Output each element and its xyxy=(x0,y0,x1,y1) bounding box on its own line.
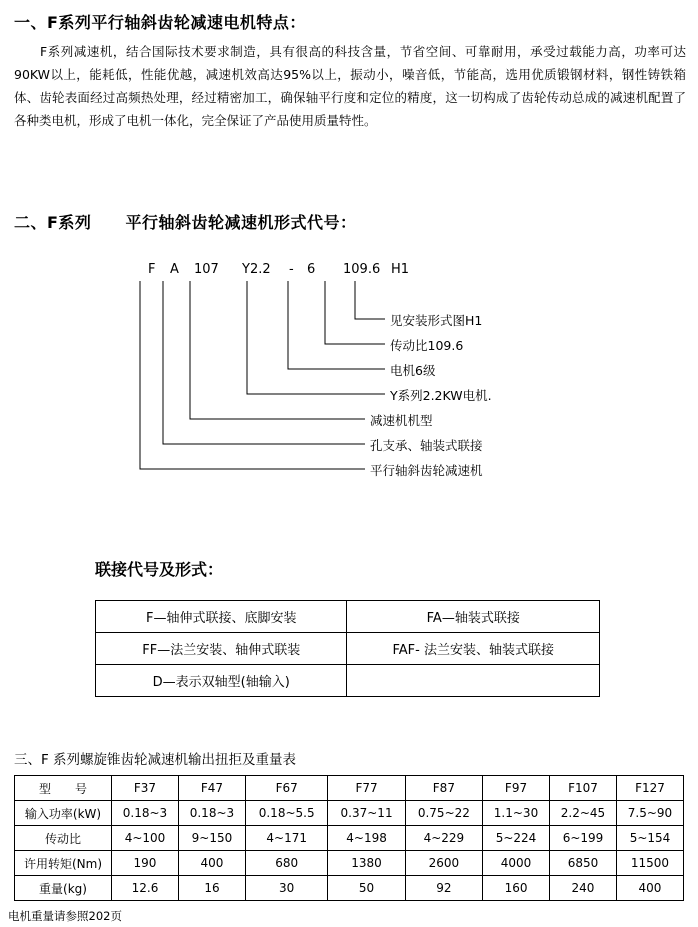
section-1-body: F系列减速机，结合国际技术要求制造，具有很高的科技含量，节省空间、可靠耐用，承受过载能力高，功率可达90KW以上，能耗低，性能优越，减速机效高达95%以上，振动小，噪音低，节能高，选用优质锻钢材料，钢性铸铁箱体、齿轮表面经过高频热处理，经过精密加工，确保轴平行度和定位的精度，这一切构成了齿轮传动总成的减速机配置了各种类电机，形成了电机一体化，完全保证了产品使用质量特性。 xyxy=(14,44,686,128)
conn-cell-fa: FA—轴装式联接 xyxy=(347,601,600,633)
code-part-h1: H1 xyxy=(391,262,410,277)
spec-cell: 9~150 xyxy=(178,826,245,851)
spec-cell: 30 xyxy=(245,876,327,901)
section-2-title-part-a: 二、F系列 xyxy=(14,213,92,232)
spec-row-label-torque: 许用转矩(Nm) xyxy=(15,851,112,876)
spec-header-f97: F97 xyxy=(483,776,550,801)
code-part-dash: - xyxy=(289,262,294,277)
leader-label-type: 减速机机型 xyxy=(370,413,433,428)
leader-label-motor: Y系列2.2KW电机. xyxy=(390,388,492,403)
leader-label-series: 平行轴斜齿轮减速机 xyxy=(370,463,483,478)
leader-label-poles: 电机6级 xyxy=(390,363,436,378)
spec-cell: 6~199 xyxy=(550,826,617,851)
leader-label-ratio: 传动比109.6 xyxy=(390,338,464,353)
spec-row-label-weight: 重量(kg) xyxy=(15,876,112,901)
spec-cell: 5~224 xyxy=(483,826,550,851)
spec-header-f47: F47 xyxy=(178,776,245,801)
table-header-row xyxy=(15,776,684,801)
spec-cell: 6850 xyxy=(550,851,617,876)
spec-cell: 4~229 xyxy=(405,826,482,851)
code-part-6: 6 xyxy=(307,262,316,277)
spec-row-label-power: 输入功率(kW) xyxy=(15,801,112,826)
table-row xyxy=(15,826,684,851)
spec-cell: 160 xyxy=(483,876,550,901)
spec-cell: 190 xyxy=(112,851,179,876)
table-row xyxy=(96,601,600,633)
spec-cell: 7.5~90 xyxy=(616,801,683,826)
spec-cell: 0.37~11 xyxy=(328,801,405,826)
spec-cell: 0.18~3 xyxy=(112,801,179,826)
spec-header-f67: F67 xyxy=(245,776,327,801)
spec-cell: 16 xyxy=(178,876,245,901)
code-part-y22: Y2.2 xyxy=(242,262,271,277)
connection-code-table xyxy=(95,600,600,697)
conn-cell-faf: FAF- 法兰安装、轴装式联接 xyxy=(347,633,600,665)
footnote: 电机重量请参照202页 xyxy=(8,909,122,923)
spec-cell: 2600 xyxy=(405,851,482,876)
table-row xyxy=(96,633,600,665)
spec-cell: 2.2~45 xyxy=(550,801,617,826)
model-code-leader-diagram xyxy=(0,255,698,490)
table-row xyxy=(15,876,684,901)
spec-cell: 4~171 xyxy=(245,826,327,851)
spec-table xyxy=(14,775,684,901)
conn-cell-ff: FF—法兰安装、轴伸式联装 xyxy=(96,633,347,665)
spec-cell: 4~198 xyxy=(328,826,405,851)
spec-header-f107: F107 xyxy=(550,776,617,801)
leader-label-mounting: 孔支承、轴装式联接 xyxy=(370,438,483,453)
table-row xyxy=(15,801,684,826)
code-part-a: A xyxy=(170,262,179,277)
section-2-title-part-b: 平行轴斜齿轮减速机形式代号： xyxy=(125,213,357,232)
table-row xyxy=(96,665,600,697)
conn-cell-d: D—表示双轴型(轴输入) xyxy=(96,665,347,697)
spec-header-model: 型 号 xyxy=(15,776,112,801)
spec-cell: 0.18~5.5 xyxy=(245,801,327,826)
spec-cell: 11500 xyxy=(616,851,683,876)
spec-cell: 1.1~30 xyxy=(483,801,550,826)
conn-cell-f: F—轴伸式联接、底脚安装 xyxy=(96,601,347,633)
code-part-107: 107 xyxy=(194,262,219,277)
conn-cell-empty xyxy=(347,665,600,697)
spec-cell: 0.18~3 xyxy=(178,801,245,826)
spec-header-f87: F87 xyxy=(405,776,482,801)
spec-header-f77: F77 xyxy=(328,776,405,801)
spec-cell: 4~100 xyxy=(112,826,179,851)
leader-label-h1: 见安装形式图H1 xyxy=(390,313,483,328)
spec-cell: 5~154 xyxy=(616,826,683,851)
spec-row-label-ratio: 传动比 xyxy=(15,826,112,851)
spec-cell: 400 xyxy=(616,876,683,901)
section-3-title: 三、F 系列螺旋锥齿轮减速机输出扭拒及重量表 xyxy=(14,752,297,768)
spec-cell: 1380 xyxy=(328,851,405,876)
spec-cell: 4000 xyxy=(483,851,550,876)
section-1-title: 一、F系列平行轴斜齿轮减速电机特点： xyxy=(14,13,306,32)
spec-cell: 50 xyxy=(328,876,405,901)
spec-cell: 12.6 xyxy=(112,876,179,901)
connection-code-title: 联接代号及形式： xyxy=(95,560,224,579)
spec-cell: 92 xyxy=(405,876,482,901)
code-part-f: F xyxy=(148,262,156,277)
spec-cell: 240 xyxy=(550,876,617,901)
section-2-title xyxy=(14,210,356,233)
code-part-ratio: 109.6 xyxy=(343,262,381,277)
spec-cell: 400 xyxy=(178,851,245,876)
spec-header-f37: F37 xyxy=(112,776,179,801)
spec-header-f127: F127 xyxy=(616,776,683,801)
spec-cell: 0.75~22 xyxy=(405,801,482,826)
spec-cell: 680 xyxy=(245,851,327,876)
table-row xyxy=(15,851,684,876)
leader-lines-svg xyxy=(0,255,698,490)
